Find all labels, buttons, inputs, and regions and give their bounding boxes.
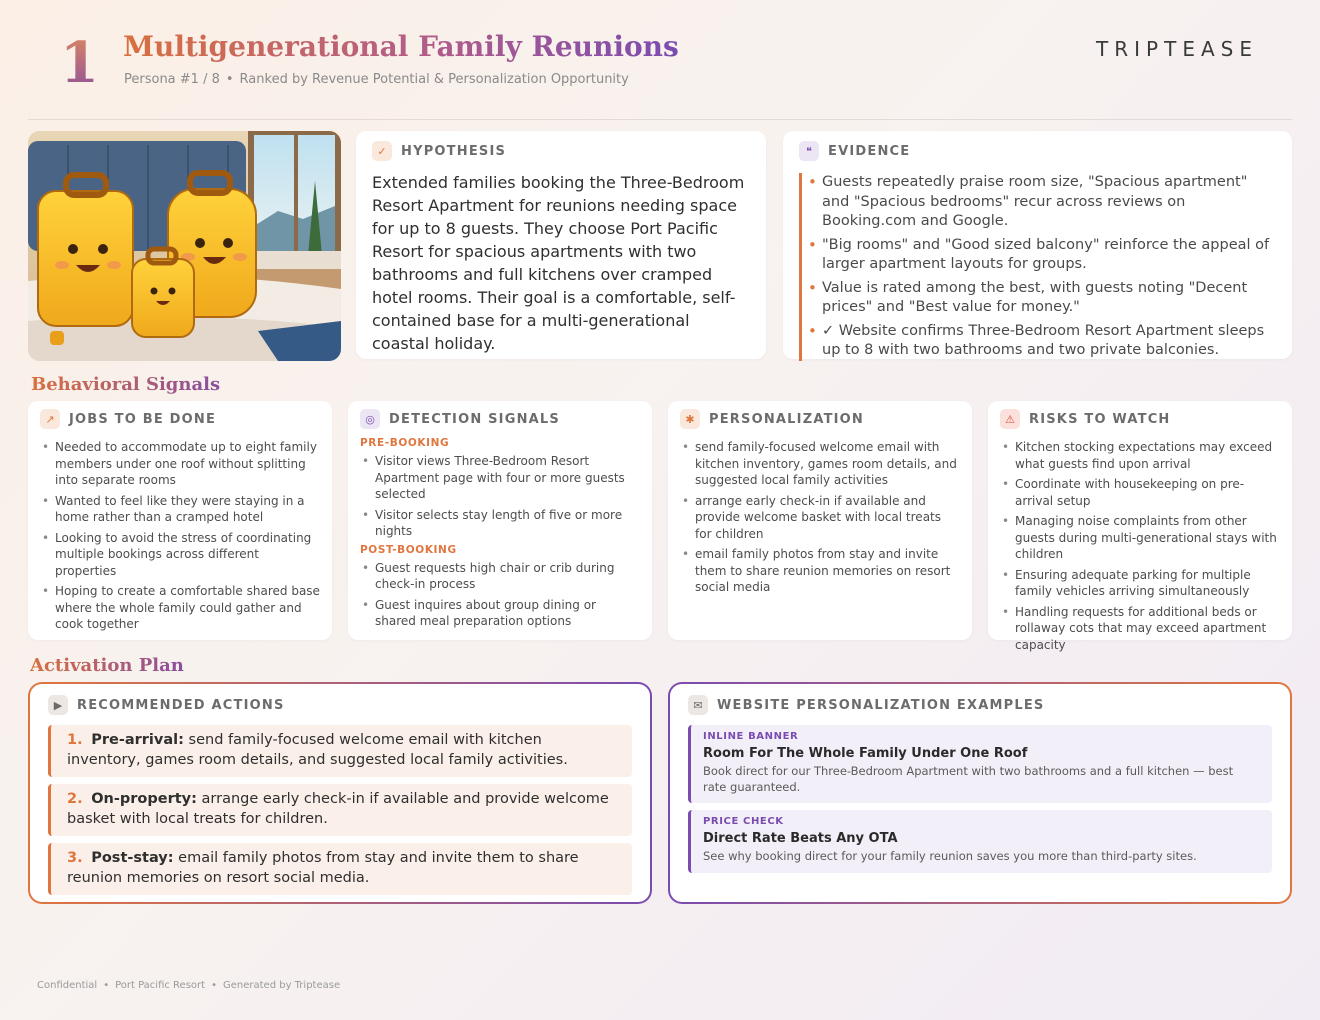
example-label: PRICE CHECK	[703, 816, 784, 827]
evidence-item: • Guests repeatedly praise room size, "Spacious apartment" and "Spacious bedrooms" recur across reviews on Booking.com and Google.	[822, 173, 1276, 232]
persona-index: Persona #1 / 8	[124, 72, 220, 87]
page-title: Multigenerational Family Reunions	[123, 30, 679, 63]
action-text: email family photos from stay and invite them to share reunion memories on resort social media.	[67, 850, 579, 886]
target-icon: ◎	[360, 409, 380, 429]
ranking-note: Ranked by Revenue Potential & Personalization Opportunity	[239, 72, 629, 87]
risks-list	[1000, 439, 1280, 653]
list-item: • Kitchen stocking expectations may exceed what guests find upon arrival	[1000, 439, 1280, 472]
page-header	[0, 0, 1320, 120]
website-examples-card	[668, 682, 1292, 904]
list-item: • Looking to avoid the stress of coordinating multiple bookings across different properties	[40, 530, 320, 580]
action-number: 1.	[67, 732, 83, 748]
action-text: arrange early check-in if available and provide welcome basket with local treats for children.	[67, 791, 609, 827]
brand-logo: TRIPTEASE	[1096, 37, 1258, 61]
jobs-title: JOBS TO BE DONE	[69, 411, 217, 427]
separator-dot: •	[211, 980, 217, 991]
post-booking-list	[360, 560, 640, 630]
list-item: • Handling requests for additional beds or rollaway cots that may exceed apartment capacity	[1000, 604, 1280, 654]
detection-header	[360, 409, 640, 429]
jobs-list	[40, 439, 320, 633]
header-divider	[28, 119, 1292, 120]
list-item: • Visitor selects stay length of five or more nights	[360, 507, 640, 540]
examples-header	[688, 695, 1272, 715]
evidence-header	[799, 141, 1276, 161]
footer-property: Port Pacific Resort	[115, 980, 206, 991]
risks-header	[1000, 409, 1280, 429]
suitcase-family-illustration	[28, 131, 341, 361]
play-icon: ▶	[48, 695, 68, 715]
warning-icon: ⚠	[1000, 409, 1020, 429]
risks-title: RISKS TO WATCH	[1029, 411, 1171, 427]
example-label: INLINE BANNER	[703, 731, 799, 742]
action-number: 2.	[67, 791, 83, 807]
example-inline-banner	[688, 725, 1272, 803]
evidence-item: • Value is rated among the best, with guests noting "Decent prices" and "Best value for money."	[822, 279, 1276, 318]
hypothesis-card	[356, 131, 766, 359]
example-headline: Direct Rate Beats Any OTA	[703, 831, 898, 846]
jobs-card	[28, 401, 332, 640]
list-item: • Needed to accommodate up to eight family members under one roof without splitting into separate rooms	[40, 439, 320, 489]
detection-card	[348, 401, 652, 640]
separator-dot: •	[225, 72, 234, 87]
list-item: • send family-focused welcome email with kitchen inventory, games room details, and suggested local family activities	[680, 439, 960, 489]
check-icon: ✓	[372, 141, 392, 161]
example-body: See why booking direct for your family reunion saves you more than third-party sites.	[703, 849, 1197, 863]
persona-number: 1	[60, 30, 99, 96]
jobs-header	[40, 409, 320, 429]
page-subtitle	[124, 72, 629, 87]
page-footer	[37, 980, 340, 991]
action-number: 3.	[67, 850, 83, 866]
mail-icon: ✉	[688, 695, 708, 715]
example-body: Book direct for our Three-Bedroom Apartment with two bathrooms and a full kitchen — best rate guaranteed.	[703, 764, 1234, 794]
action-lead: On-property:	[91, 791, 197, 807]
sparkle-icon: ✱	[680, 409, 700, 429]
example-headline: Room For The Whole Family Under One Roof	[703, 746, 1028, 761]
list-item: • Wanted to feel like they were staying in a home rather than a cramped hotel	[40, 493, 320, 526]
evidence-card	[783, 131, 1292, 359]
example-price-check	[688, 810, 1272, 873]
list-item: • Hoping to create a comfortable shared base where the whole family could gather and cook together	[40, 583, 320, 633]
action-item	[48, 784, 632, 836]
actions-header	[48, 695, 632, 715]
personalization-list	[680, 439, 960, 596]
personalization-card	[668, 401, 972, 640]
behavioral-signals-heading: Behavioral Signals	[31, 374, 221, 395]
pre-booking-label: PRE-BOOKING	[360, 437, 450, 449]
list-item: • Managing noise complaints from other guests during multi-generational stays with children	[1000, 513, 1280, 563]
detection-title: DETECTION SIGNALS	[389, 411, 560, 427]
hero-illustration	[28, 131, 341, 361]
separator-dot: •	[103, 980, 110, 991]
hypothesis-header	[372, 141, 750, 161]
activation-plan-heading: Activation Plan	[30, 655, 184, 676]
post-booking-label: POST-BOOKING	[360, 543, 457, 556]
action-text: send family-focused welcome email with kitchen inventory, games room details, and suggested local family activities.	[67, 732, 568, 768]
list-item: • Visitor views Three-Bedroom Resort Apartment page with four or more guests selected	[360, 453, 640, 503]
evidence-title: EVIDENCE	[828, 143, 911, 159]
action-lead: Pre-arrival:	[91, 732, 184, 748]
quote-icon: ❝	[799, 141, 819, 161]
list-item: • Coordinate with housekeeping on pre-arrival setup	[1000, 476, 1280, 509]
list-item: • Guest requests high chair or crib during check-in process	[360, 560, 640, 593]
list-item: • email family photos from stay and invite them to share reunion memories on resort social media	[680, 546, 960, 596]
action-lead: Post-stay:	[91, 850, 174, 866]
pre-booking-list	[360, 453, 640, 540]
list-item: • Guest inquires about group dining or shared meal preparation options	[360, 597, 640, 630]
personalization-title: PERSONALIZATION	[709, 411, 865, 427]
action-item	[48, 725, 632, 777]
risks-card	[988, 401, 1292, 652]
arrow-up-right-icon: ↗	[40, 409, 60, 429]
actions-title: RECOMMENDED ACTIONS	[77, 697, 285, 713]
list-item: • Ensuring adequate parking for multiple family vehicles arriving simultaneously	[1000, 567, 1280, 600]
recommended-actions-card	[28, 682, 652, 904]
list-item: • arrange early check-in if available and provide welcome basket with local treats for children	[680, 493, 960, 543]
evidence-item: • ✓ Website confirms Three-Bedroom Resort Apartment sleeps up to 8 with two bathrooms and two private balconies.	[822, 322, 1276, 361]
examples-title: WEBSITE PERSONALIZATION EXAMPLES	[717, 697, 1045, 713]
evidence-list	[799, 173, 1276, 361]
action-item	[48, 843, 632, 895]
hypothesis-text: Extended families booking the Three-Bedroom Resort Apartment for reunions needing space for up to 8 guests. They choose Port Pacific Resort for spacious apartments with two bathrooms and full kitchens over cramped hotel rooms. Their goal is a comfortable, self-contained base for a multi-generational coastal holiday.	[372, 173, 745, 353]
footer-confidential: Confidential	[37, 980, 98, 991]
evidence-item: • "Big rooms" and "Good sized balcony" reinforce the appeal of larger apartment layouts for groups.	[822, 236, 1276, 275]
personalization-header	[680, 409, 960, 429]
hypothesis-title: HYPOTHESIS	[401, 143, 507, 159]
footer-generated: Generated by Triptease	[222, 980, 341, 991]
